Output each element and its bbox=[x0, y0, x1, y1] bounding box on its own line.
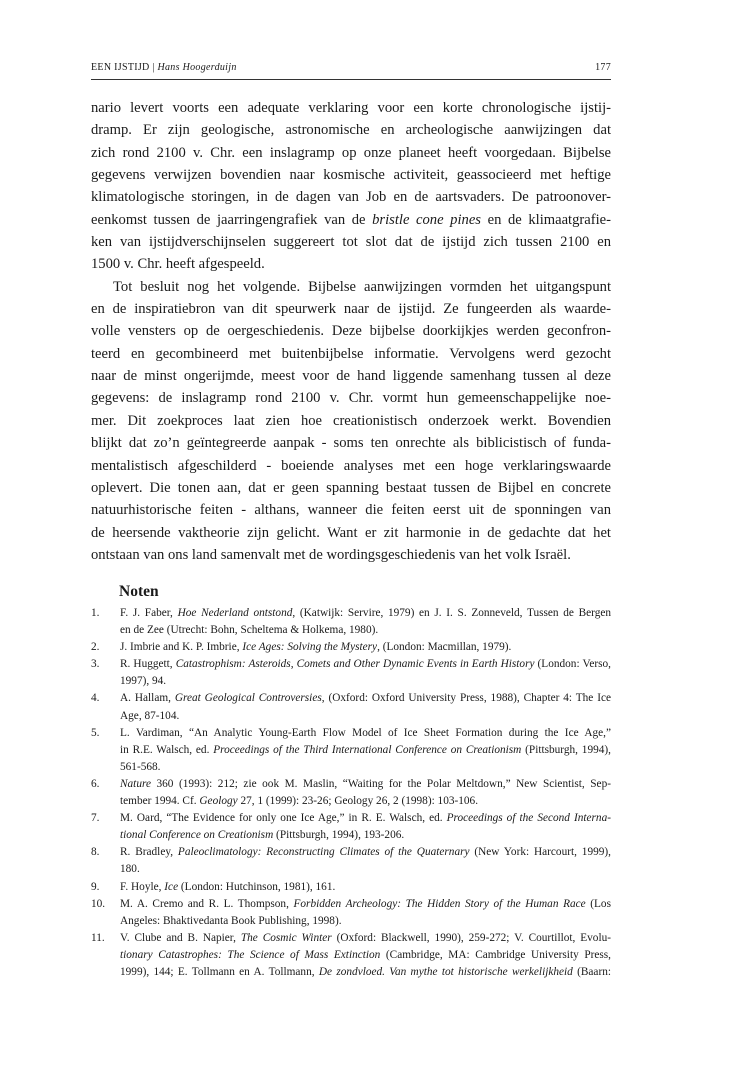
body-line: Tot besluit nog het volgende. Bijbelse aanwijzingen vormden het uitgangspunt bbox=[113, 278, 611, 295]
body-line: klimatologische storingen, in de dagen van Job en de aartsvaders. De patroonover- bbox=[91, 189, 611, 206]
author-name: Hans Hoogerduijn bbox=[157, 62, 237, 73]
note-item bbox=[91, 605, 611, 639]
note-item bbox=[91, 844, 611, 878]
page-number: 177 bbox=[595, 62, 611, 73]
note-item bbox=[91, 930, 611, 981]
note-line: Angeles: Bhaktivedanta Book Publishing, 1998). bbox=[120, 914, 342, 927]
paragraph-1 bbox=[91, 97, 611, 276]
body-line: ontstaan van ons land samenvalt met de wordingsgeschiedenis van het volk Israël. bbox=[91, 546, 571, 563]
body-line: naar de minst ongerijmde, meest voor de hand liggende samenhang tussen al deze bbox=[91, 368, 611, 385]
note-line: V. Clube and B. Napier, The Cosmic Winter (Oxford: Blackwell, 1990), 259-272; V. Courtillot, Evolu- bbox=[120, 931, 611, 944]
body-line: volle vensters op de oergeschiedenis. Deze bijbelse doorkijkjes werden geconfron- bbox=[91, 323, 611, 340]
note-item bbox=[91, 639, 611, 656]
note-number: 2. bbox=[91, 641, 100, 654]
note-item bbox=[91, 690, 611, 724]
note-number: 11. bbox=[91, 931, 105, 944]
note-line: Age, 87-104. bbox=[120, 709, 180, 722]
running-head bbox=[91, 62, 611, 73]
body-line: oplevert. Die tonen aan, dat er geen spanning bestaat tussen de Bijbel en concrete bbox=[91, 479, 611, 496]
note-line: 1999), 144; E. Tollmann en A. Tollmann, De zondvloed. Van mythe tot historische werkelijkheid (Baarn: bbox=[120, 965, 611, 978]
note-line: M. Oard, “The Evidence for only one Ice Age,” in R. E. Walsch, ed. Proceedings of the Second Interna- bbox=[120, 812, 611, 825]
body-line: teerd en gecombineerd met buitenbijbelse informatie. Vervolgens werd gezocht bbox=[91, 345, 611, 362]
note-number: 1. bbox=[91, 607, 100, 619]
note-line: tionary Catastrophes: The Science of Mass Extinction (Cambridge, MA: Cambridge University Press, bbox=[120, 948, 612, 961]
note-line: J. Imbrie and K. P. Imbrie, Ice Ages: Solving the Mystery, (London: Macmillan, 1979). bbox=[120, 641, 512, 654]
note-line: tember 1994. Cf. Geology 27, 1 (1999): 23-26; Geology 26, 2 (1998): 103-106. bbox=[120, 795, 479, 808]
note-line: 1997), 94. bbox=[120, 675, 167, 688]
body-line: mer. Dit zoekproces laat zien hoe creationistisch onderzoek werkt. Bovendien bbox=[91, 412, 611, 429]
note-item bbox=[91, 879, 611, 896]
body-line: blijkt dat zo’n geïntegreerde aanpak - soms ten onrechte als biblicistisch of funda- bbox=[91, 435, 611, 452]
note-line: F. J. Faber, Hoe Nederland ontstond, (Katwijk: Servire, 1979) en J. I. S. Zonneveld, Tussen de Bergen bbox=[120, 607, 611, 619]
note-item bbox=[91, 725, 611, 776]
body-line: dramp. Er zijn geologische, astronomische en archeologische aanwijzingen dat bbox=[91, 122, 611, 139]
note-item bbox=[91, 776, 611, 810]
body-line: zich rond 2100 v. Chr. een inslagramp op onze planeet heeft voorgedaan. Bijbelse bbox=[91, 144, 611, 161]
body-line: gegevens verwijzen bovendien naar kosmische activiteit, geassocieerd met heftige bbox=[91, 167, 611, 184]
note-line: tional Conference on Creationism (Pittsburgh, 1994), 193-206. bbox=[120, 829, 405, 842]
note-number: 10. bbox=[91, 897, 106, 910]
note-line: R. Bradley, Paleoclimatology: Reconstructing Climates of the Quaternary (New York: Harcourt, 1999), bbox=[120, 846, 611, 859]
note-number: 8. bbox=[91, 846, 100, 859]
paragraph-2 bbox=[91, 276, 611, 566]
note-number: 7. bbox=[91, 812, 100, 825]
body-line: mentalistisch afgeschilderd - boeiende analyses met een hoge verklaringswaarde bbox=[91, 457, 611, 474]
note-line: L. Vardiman, “An Analytic Young-Earth Flow Model of Ice Sheet Formation during the Ice Age,” bbox=[120, 726, 611, 739]
note-line: M. A. Cremo and R. L. Thompson, Forbidden Archeology: The Hidden Story of the Human Race (Los bbox=[120, 897, 611, 910]
note-item bbox=[91, 896, 611, 930]
note-line: en de Zee (Utrecht: Bohn, Scheltema & Holkema, 1980). bbox=[120, 624, 379, 637]
note-line: in R.E. Walsch, ed. Proceedings of the Third International Conference on Creationism (Pittsburgh, 1994), bbox=[120, 743, 611, 756]
note-line: 180. bbox=[120, 863, 140, 876]
body-text bbox=[91, 97, 611, 566]
note-item bbox=[91, 810, 611, 844]
running-head-title bbox=[91, 62, 237, 73]
body-line: 1500 v. Chr. heeft afgespeeld. bbox=[91, 256, 265, 273]
body-line: natuurhistorische feiten - althans, wanneer die feiten eerst uit de sponningen van bbox=[91, 502, 611, 519]
note-number: 9. bbox=[91, 880, 100, 893]
body-line: eenkomst tussen de jaarringengrafiek van de bristle cone pines en de klimaatgrafie- bbox=[91, 211, 611, 228]
note-item bbox=[91, 656, 611, 690]
note-number: 5. bbox=[91, 726, 100, 739]
note-number: 6. bbox=[91, 777, 100, 790]
note-number: 3. bbox=[91, 658, 100, 671]
body-line: ken van ijstijdverschijnselen suggereert tot slot dat de ijstijd zich tussen 2100 en bbox=[91, 234, 611, 251]
header-separator: | bbox=[149, 62, 158, 73]
notes-list bbox=[91, 605, 611, 981]
notes-heading: Noten bbox=[119, 583, 159, 600]
section-title: EEN IJSTIJD bbox=[91, 62, 150, 73]
note-line: A. Hallam, Great Geological Controversies, (Oxford: Oxford University Press, 1988), Chapter 4: The Ice bbox=[120, 692, 611, 705]
body-line: nario levert voorts een adequate verklaring voor een korte chronologische ijstij- bbox=[91, 100, 611, 116]
note-number: 4. bbox=[91, 692, 100, 705]
body-line: en de inspiratiebron van dit speurwerk naar de ijstijd. Ze fungeerden als waarde- bbox=[91, 301, 611, 318]
note-line: F. Hoyle, Ice (London: Hutchinson, 1981), 161. bbox=[120, 880, 336, 893]
note-line: Nature 360 (1993): 212; zie ook M. Maslin, “Waiting for the Polar Meltdown,” New Scientist, Sep- bbox=[120, 777, 611, 790]
header-rule bbox=[91, 79, 611, 80]
body-line: de heersende vaktheorie zijn gelicht. Want er zit harmonie in de gedachte dat het bbox=[91, 524, 611, 541]
note-line: R. Huggett, Catastrophism: Asteroids, Comets and Other Dynamic Events in Earth History (London: Verso, bbox=[120, 658, 611, 671]
body-line: gegevens: de inslagramp rond 2100 v. Chr. vormt hun gemeenschappelijke noe- bbox=[91, 390, 611, 407]
note-line: 561-568. bbox=[120, 760, 161, 773]
